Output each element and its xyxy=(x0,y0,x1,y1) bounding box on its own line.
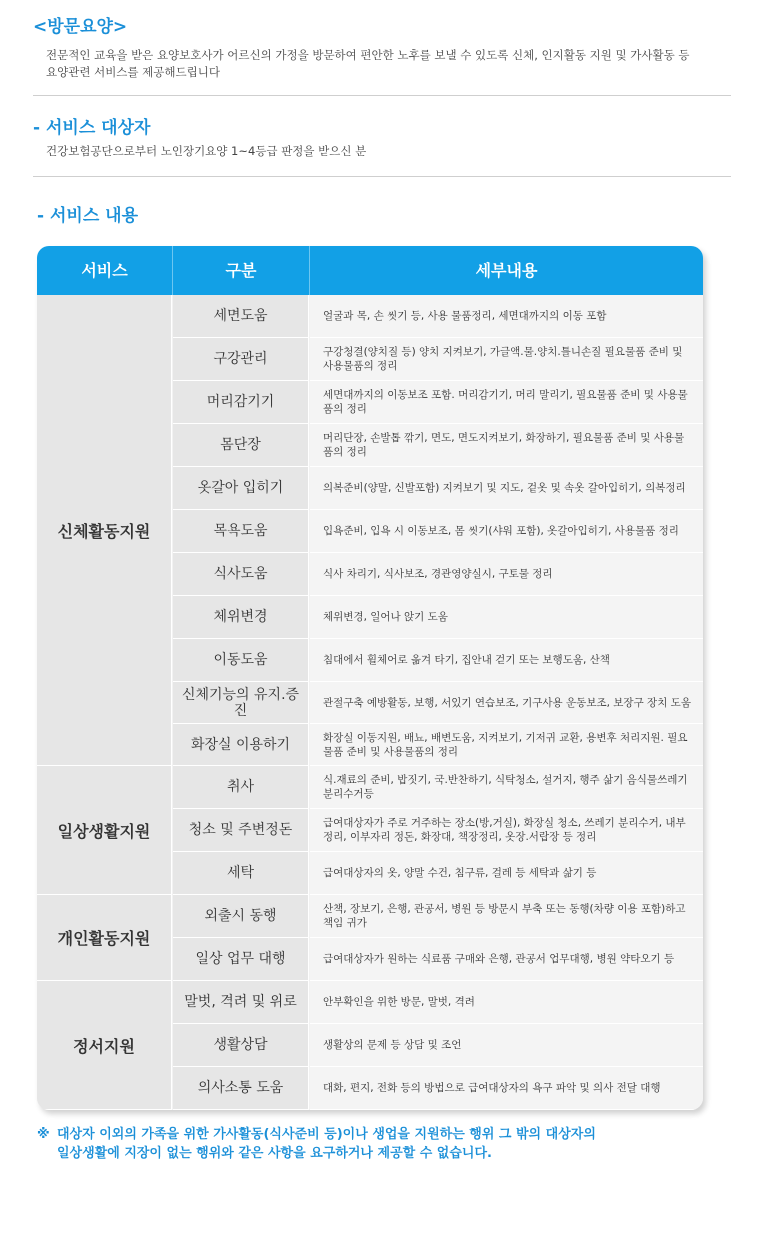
row-detail: 화장실 이동지원, 배뇨, 배변도움, 지켜보기, 기저귀 교환, 용변후 처리지원. 필요물품 준비 및 사용물품의 정리 xyxy=(310,724,703,766)
row-detail: 얼굴과 목, 손 씻기 등, 사용 물품정리, 세면대까지의 이동 포함 xyxy=(310,295,703,338)
row-sub: 의사소통 도움 xyxy=(173,1067,309,1110)
service-target-desc: 건강보험공단으로부터 노인장기요양 1~4등급 판정을 받으신 분 xyxy=(46,144,367,158)
row-sub: 옷갈아 입히기 xyxy=(173,467,309,510)
row-sub: 구강관리 xyxy=(173,338,309,381)
row-sub: 세면도움 xyxy=(173,295,309,338)
visit-care-desc-line1: 전문적인 교육을 받은 요양보호사가 어르신의 가정을 방문하여 편안한 노후를 보낼 수 있도록 신체, 인지활동 지원 및 가사활동 등 xyxy=(46,48,690,62)
row-detail: 세면대까지의 이동보조 포함. 머리감기기, 머리 말리기, 필요물품 준비 및 사용물품의 정리 xyxy=(310,381,703,424)
row-detail: 식사 차리기, 식사보조, 경관영양실시, 구토물 정리 xyxy=(310,553,703,596)
visit-care-desc-line2: 요양관련 서비스를 제공해드립니다 xyxy=(46,65,220,79)
row-detail: 의복준비(양말, 신발포함) 지켜보기 및 지도, 겉옷 및 속옷 갈아입히기, 의복정리 xyxy=(310,467,703,510)
row-sub: 말벗, 격려 및 위로 xyxy=(173,981,309,1024)
row-sub: 화장실 이용하기 xyxy=(173,724,309,766)
row-detail: 구강청결(양치질 등) 양치 지켜보기, 가글액.물.양치.틀니손질 필요물품 준비 및 사용물품의 정리 xyxy=(310,338,703,381)
divider xyxy=(33,176,731,177)
row-sub: 몸단장 xyxy=(173,424,309,467)
notice xyxy=(37,1125,737,1163)
row-detail: 급여대상자의 옷, 양말 수건, 침구류, 걸레 등 세탁과 삶기 등 xyxy=(310,852,703,895)
row-detail: 침대에서 휠체어로 옮겨 타기, 집안내 걷기 또는 보행도움, 산책 xyxy=(310,639,703,682)
notice-line2: 일상생활에 지장이 없는 행위와 같은 사항을 요구하거나 제공할 수 없습니다. xyxy=(57,1146,492,1161)
row-detail: 관절구축 예방활동, 보행, 서있기 연습보조, 기구사용 운동보조, 보장구 장치 도움 xyxy=(310,682,703,724)
divider xyxy=(33,95,731,96)
row-sub: 청소 및 주변정돈 xyxy=(173,809,309,852)
notice-text1: 대상자 이외의 가족을 위한 가사활동(식사준비 등)이나 생업을 지원하는 행위 그 밖의 대상자의 xyxy=(57,1127,596,1142)
service-content-title: - 서비스 내용 xyxy=(37,206,139,226)
row-detail: 생활상의 문제 등 상담 및 조언 xyxy=(310,1024,703,1067)
notice-mark: ※ xyxy=(37,1127,50,1142)
row-sub: 체위변경 xyxy=(173,596,309,639)
category-physical: 신체활동지원 xyxy=(37,295,172,766)
row-detail: 급여대상자가 주로 거주하는 장소(방,거실), 화장실 청소, 쓰레기 분리수거, 내부정리, 이부자리 정돈, 화장대, 책장정리, 옷장.서랍장 등 정리 xyxy=(310,809,703,852)
row-sub: 이동도움 xyxy=(173,639,309,682)
row-sub: 세탁 xyxy=(173,852,309,895)
row-sub: 생활상담 xyxy=(173,1024,309,1067)
row-detail: 산책, 장보기, 은행, 관공서, 병원 등 방문시 부축 또는 동행(차량 이용 포함)하고 책임 귀가 xyxy=(310,895,703,938)
row-detail: 대화, 편지, 전화 등의 방법으로 급여대상자의 욕구 파악 및 의사 전달 대행 xyxy=(310,1067,703,1110)
row-sub: 목욕도움 xyxy=(173,510,309,553)
row-detail: 체위변경, 일어나 앉기 도움 xyxy=(310,596,703,639)
table-header xyxy=(37,246,703,295)
row-detail: 머리단장, 손발톱 깎기, 면도, 면도지켜보기, 화장하기, 필요물품 준비 및 사용물품의 정리 xyxy=(310,424,703,467)
row-detail: 안부확인을 위한 방문, 말벗, 격려 xyxy=(310,981,703,1024)
row-sub: 신체기능의 유지.증진 xyxy=(173,682,309,724)
service-target-title: - 서비스 대상자 xyxy=(33,118,151,138)
header-service: 서비스 xyxy=(37,246,173,295)
category-daily-life: 일상생활지원 xyxy=(37,766,172,895)
row-detail: 급여대상자가 원하는 식료품 구매와 은행, 관공서 업무대행, 병원 약타오기 등 xyxy=(310,938,703,981)
service-table xyxy=(37,246,703,1110)
row-detail: 입욕준비, 입욕 시 이동보조, 몸 씻기(샤워 포함), 옷갈아입히기, 사용물품 정리 xyxy=(310,510,703,553)
row-detail: 식.재료의 준비, 밥짓기, 국.반찬하기, 식탁청소, 설거지, 행주 삶기 음식물쓰레기 분리수거등 xyxy=(310,766,703,809)
row-sub: 일상 업무 대행 xyxy=(173,938,309,981)
header-details: 세부내용 xyxy=(475,261,538,280)
row-sub: 취사 xyxy=(173,766,309,809)
category-emotional: 정서지원 xyxy=(37,981,172,1110)
row-sub: 외출시 동행 xyxy=(173,895,309,938)
category-personal: 개인활동지원 xyxy=(37,895,172,981)
header-category: 구분 xyxy=(173,246,310,295)
row-sub: 식사도움 xyxy=(173,553,309,596)
notice-line1 xyxy=(37,1125,737,1144)
row-sub: 머리감기기 xyxy=(173,381,309,424)
visit-care-title: <방문요양> xyxy=(33,17,128,37)
